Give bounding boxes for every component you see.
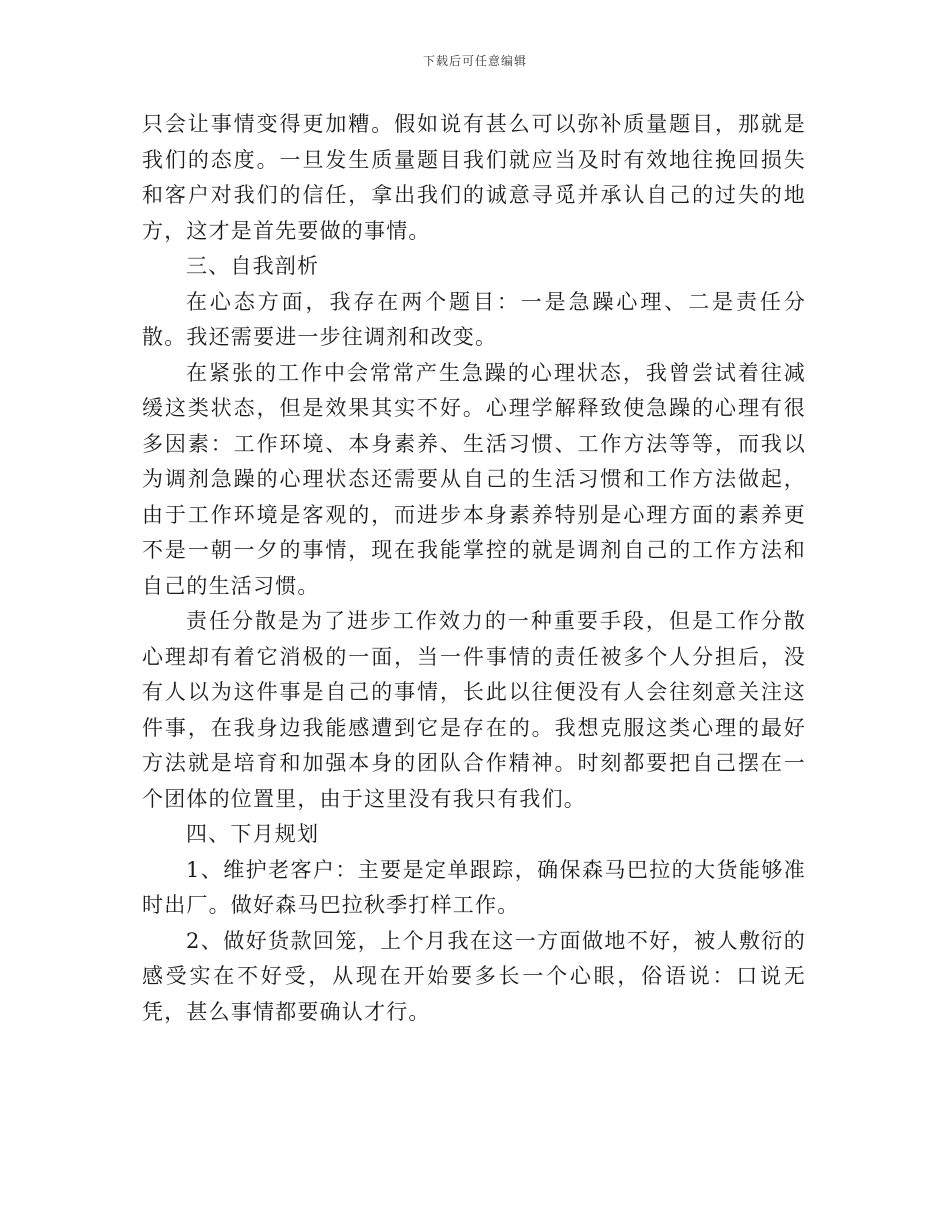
paragraph-mindset: 在心态方面，我存在两个题目：一是急躁心理、二是责任分散。我还需要进一步往调剂和改变。 — [142, 289, 806, 349]
section-heading-next-month-plan: 四、下月规划 — [186, 822, 320, 846]
plan-item-1: 1、维护老客户：主要是定单跟踪，确保森马巴拉的大货能够准时出厂。做好森马巴拉秋季打样工作。 — [142, 857, 806, 917]
plan-item-2: 2、做好货款回笼，上个月我在这一方面做地不好，被人敷衍的感受实在不好受，从现在开始要多长一个心眼，俗语说：口说无凭，甚么事情都要确认才行。 — [142, 928, 806, 1024]
paragraph-impatience: 在紧张的工作中会常常产生急躁的心理状态，我曾尝试着往减缓这类状态，但是效果其实不好。心理学解释致使急躁的心理有很多因素：工作环境、本身素养、生活习惯、工作方法等等，而我以为调剂急躁的心理状态还需要从自己的生活习惯和工作方法做起，由于工作环境是客观的，而进步本身素养特别是心理方面的素养更不是一朝一夕的事情，现在我能掌控的就是调剂自己的工作方法和自己的生活习惯。 — [142, 360, 806, 598]
paragraph-continuation: 只会让事情变得更加糟。假如说有甚么可以弥补质量题目，那就是我们的态度。一旦发生质量题目我们就应当及时有效地往挽回损失和客户对我们的信任，拿出我们的诚意寻觅并承认自己的过失的地方，这才是首先要做的事情。 — [142, 112, 806, 243]
paragraph-responsibility: 责任分散是为了进步工作效力的一种重要手段，但是工作分散心理却有着它消极的一面，当一件事情的责任被多个人分担后，没有人以为这件事是自己的事情，长此以往便没有人会往刻意关注这件事，在我身边我能感遭到它是存在的。我想克服这类心理的最好方法就是培育和加强本身的团队合作精神。时刻都要把自己摆在一个团体的位置里，由于这里没有我只有我们。 — [142, 609, 806, 811]
section-heading-self-analysis: 三、自我剖析 — [186, 254, 320, 278]
document-body — [142, 107, 806, 1030]
header-note: 下载后可任意编辑 — [422, 54, 527, 68]
